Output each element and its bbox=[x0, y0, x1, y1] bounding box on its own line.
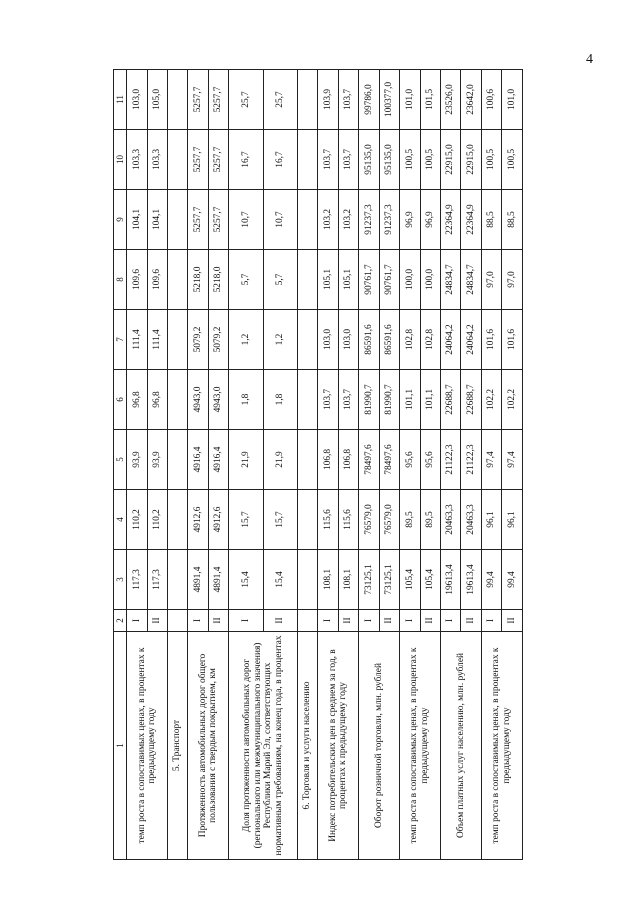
value-cell: 22688,7 bbox=[440, 370, 460, 430]
empty-cell bbox=[168, 370, 188, 430]
value-cell: 5257,7 bbox=[208, 70, 228, 130]
forecast-table-sheet bbox=[113, 70, 523, 860]
value-cell: 91237,3 bbox=[359, 190, 379, 250]
indicator-label: темп роста в сопоставимых ценах, в процентах к предыдущему году bbox=[481, 632, 522, 860]
value-cell: 100,5 bbox=[400, 130, 420, 190]
value-cell: 5079,2 bbox=[188, 310, 208, 370]
scenario-variant: I bbox=[400, 610, 420, 632]
value-cell: 96,1 bbox=[481, 490, 501, 550]
value-cell: 117,3 bbox=[147, 550, 167, 610]
value-cell: 97,4 bbox=[481, 430, 501, 490]
value-cell: 88,5 bbox=[502, 190, 523, 250]
value-cell: 95,6 bbox=[400, 430, 420, 490]
empty-cell bbox=[297, 610, 317, 632]
indicator-label: темп роста в сопоставимых ценах, в процентах к предыдущему году bbox=[127, 632, 168, 860]
indicator-label: Объем платных услуг населению, млн. рублей bbox=[440, 632, 481, 860]
scenario-variant: I bbox=[481, 610, 501, 632]
value-cell: 4943,0 bbox=[208, 370, 228, 430]
scenario-variant: I bbox=[440, 610, 460, 632]
value-cell: 5257,7 bbox=[188, 190, 208, 250]
value-cell: 102,8 bbox=[420, 310, 440, 370]
value-cell: 99,4 bbox=[481, 550, 501, 610]
empty-cell bbox=[168, 610, 188, 632]
value-cell: 10,7 bbox=[229, 190, 263, 250]
empty-cell bbox=[297, 70, 317, 130]
value-cell: 20463,3 bbox=[440, 490, 460, 550]
indicator-label: темп роста в сопоставимых ценах, в процентах к предыдущему году bbox=[400, 632, 441, 860]
value-cell: 97,0 bbox=[502, 250, 523, 310]
value-cell: 5218,0 bbox=[188, 250, 208, 310]
value-cell: 96,8 bbox=[127, 370, 147, 430]
value-cell: 96,9 bbox=[420, 190, 440, 250]
value-cell: 99786,0 bbox=[359, 70, 379, 130]
value-cell: 4943,0 bbox=[188, 370, 208, 430]
column-header: 2 bbox=[114, 610, 127, 632]
scenario-variant: II bbox=[147, 610, 167, 632]
scenario-variant: II bbox=[263, 610, 297, 632]
value-cell: 16,7 bbox=[263, 130, 297, 190]
empty-cell bbox=[297, 370, 317, 430]
value-cell: 103,3 bbox=[147, 130, 167, 190]
value-cell: 102,2 bbox=[481, 370, 501, 430]
value-cell: 22915,0 bbox=[440, 130, 460, 190]
value-cell: 105,4 bbox=[400, 550, 420, 610]
value-cell: 105,4 bbox=[420, 550, 440, 610]
value-cell: 115,6 bbox=[318, 490, 338, 550]
value-cell: 22688,7 bbox=[461, 370, 481, 430]
value-cell: 4916,4 bbox=[188, 430, 208, 490]
value-cell: 100,5 bbox=[420, 130, 440, 190]
value-cell: 101,6 bbox=[502, 310, 523, 370]
value-cell: 19613,4 bbox=[461, 550, 481, 610]
value-cell: 105,1 bbox=[318, 250, 338, 310]
empty-cell bbox=[297, 190, 317, 250]
empty-cell bbox=[168, 250, 188, 310]
value-cell: 106,8 bbox=[318, 430, 338, 490]
indicator-label: Индекс потребительских цен в среднем за год, в процентах к предыдущему году bbox=[318, 632, 359, 860]
scenario-variant: I bbox=[188, 610, 208, 632]
value-cell: 117,3 bbox=[127, 550, 147, 610]
value-cell: 24064,2 bbox=[440, 310, 460, 370]
scenario-variant: II bbox=[502, 610, 523, 632]
scenario-variant: I bbox=[318, 610, 338, 632]
value-cell: 103,2 bbox=[318, 190, 338, 250]
value-cell: 90761,7 bbox=[379, 250, 399, 310]
value-cell: 88,5 bbox=[481, 190, 501, 250]
value-cell: 25,7 bbox=[229, 70, 263, 130]
empty-cell bbox=[297, 250, 317, 310]
scenario-variant: II bbox=[461, 610, 481, 632]
table-row bbox=[229, 70, 263, 860]
value-cell: 73125,1 bbox=[359, 550, 379, 610]
value-cell: 19613,4 bbox=[440, 550, 460, 610]
value-cell: 101,5 bbox=[420, 70, 440, 130]
empty-cell bbox=[297, 550, 317, 610]
value-cell: 21,9 bbox=[229, 430, 263, 490]
value-cell: 109,6 bbox=[147, 250, 167, 310]
value-cell: 100,0 bbox=[400, 250, 420, 310]
value-cell: 103,7 bbox=[318, 130, 338, 190]
scenario-variant: II bbox=[338, 610, 358, 632]
indicator-label: Доля протяженности автомобильных дорог (регионального или межмуниципального значения) Республики Марий Эл, соответствующих нормативным требованиям, на конец года, в процентах bbox=[229, 632, 297, 860]
table-row bbox=[188, 70, 208, 860]
value-cell: 101,1 bbox=[400, 370, 420, 430]
table-row bbox=[127, 70, 147, 860]
empty-cell bbox=[168, 190, 188, 250]
value-cell: 5257,7 bbox=[188, 130, 208, 190]
value-cell: 103,0 bbox=[338, 310, 358, 370]
value-cell: 24064,2 bbox=[461, 310, 481, 370]
value-cell: 15,7 bbox=[229, 490, 263, 550]
value-cell: 73125,1 bbox=[379, 550, 399, 610]
value-cell: 102,8 bbox=[400, 310, 420, 370]
value-cell: 4891,4 bbox=[188, 550, 208, 610]
column-header: 6 bbox=[114, 370, 127, 430]
scenario-variant: I bbox=[229, 610, 263, 632]
value-cell: 78497,6 bbox=[359, 430, 379, 490]
value-cell: 100,6 bbox=[481, 70, 501, 130]
value-cell: 1,8 bbox=[263, 370, 297, 430]
value-cell: 5,7 bbox=[229, 250, 263, 310]
section-row bbox=[168, 70, 188, 860]
column-header: 4 bbox=[114, 490, 127, 550]
value-cell: 81990,7 bbox=[359, 370, 379, 430]
value-cell: 23642,0 bbox=[461, 70, 481, 130]
value-cell: 15,4 bbox=[263, 550, 297, 610]
empty-cell bbox=[297, 490, 317, 550]
column-header: 10 bbox=[114, 130, 127, 190]
indicator-label: Оборот розничной торговли, млн. рублей bbox=[359, 632, 400, 860]
forecast-table bbox=[113, 69, 523, 860]
value-cell: 21,9 bbox=[263, 430, 297, 490]
value-cell: 103,3 bbox=[127, 130, 147, 190]
section-title: 6. Торговля и услуги населению bbox=[297, 632, 317, 860]
value-cell: 93,9 bbox=[147, 430, 167, 490]
value-cell: 103,7 bbox=[338, 70, 358, 130]
value-cell: 108,1 bbox=[318, 550, 338, 610]
section-title: 5. Транспорт bbox=[168, 632, 188, 860]
value-cell: 22915,0 bbox=[461, 130, 481, 190]
scenario-variant: II bbox=[379, 610, 399, 632]
value-cell: 76579,0 bbox=[379, 490, 399, 550]
indicator-label: Протяженность автомобильных дорог общего пользования с твердым покрытием, км bbox=[188, 632, 229, 860]
value-cell: 89,5 bbox=[400, 490, 420, 550]
scenario-variant: I bbox=[127, 610, 147, 632]
value-cell: 22364,9 bbox=[461, 190, 481, 250]
value-cell: 4916,4 bbox=[208, 430, 228, 490]
value-cell: 103,0 bbox=[318, 310, 338, 370]
column-header: 9 bbox=[114, 190, 127, 250]
value-cell: 20463,3 bbox=[461, 490, 481, 550]
empty-cell bbox=[168, 310, 188, 370]
value-cell: 15,4 bbox=[229, 550, 263, 610]
value-cell: 23526,0 bbox=[440, 70, 460, 130]
empty-cell bbox=[297, 130, 317, 190]
scenario-variant: I bbox=[359, 610, 379, 632]
value-cell: 4912,6 bbox=[188, 490, 208, 550]
value-cell: 106,8 bbox=[338, 430, 358, 490]
value-cell: 110,2 bbox=[147, 490, 167, 550]
empty-cell bbox=[168, 490, 188, 550]
empty-cell bbox=[168, 550, 188, 610]
table-body bbox=[127, 70, 523, 860]
table-header-row bbox=[114, 70, 127, 860]
value-cell: 110,2 bbox=[127, 490, 147, 550]
value-cell: 76579,0 bbox=[359, 490, 379, 550]
value-cell: 1,2 bbox=[229, 310, 263, 370]
column-header: 5 bbox=[114, 430, 127, 490]
page-number: 4 bbox=[586, 52, 593, 67]
value-cell: 22364,9 bbox=[440, 190, 460, 250]
value-cell: 89,5 bbox=[420, 490, 440, 550]
value-cell: 96,1 bbox=[502, 490, 523, 550]
value-cell: 99,4 bbox=[502, 550, 523, 610]
value-cell: 78497,6 bbox=[379, 430, 399, 490]
table-row bbox=[359, 70, 379, 860]
value-cell: 4891,4 bbox=[208, 550, 228, 610]
value-cell: 5218,0 bbox=[208, 250, 228, 310]
value-cell: 24834,7 bbox=[461, 250, 481, 310]
value-cell: 96,9 bbox=[400, 190, 420, 250]
column-header: 7 bbox=[114, 310, 127, 370]
column-header: 11 bbox=[114, 70, 127, 130]
value-cell: 103,0 bbox=[127, 70, 147, 130]
value-cell: 15,7 bbox=[263, 490, 297, 550]
value-cell: 108,1 bbox=[338, 550, 358, 610]
value-cell: 105,1 bbox=[338, 250, 358, 310]
value-cell: 100,5 bbox=[481, 130, 501, 190]
value-cell: 97,0 bbox=[481, 250, 501, 310]
column-header: 3 bbox=[114, 550, 127, 610]
table-row bbox=[318, 70, 338, 860]
value-cell: 1,2 bbox=[263, 310, 297, 370]
value-cell: 10,7 bbox=[263, 190, 297, 250]
value-cell: 102,2 bbox=[502, 370, 523, 430]
value-cell: 111,4 bbox=[127, 310, 147, 370]
value-cell: 81990,7 bbox=[379, 370, 399, 430]
value-cell: 95,6 bbox=[420, 430, 440, 490]
value-cell: 5257,7 bbox=[208, 190, 228, 250]
value-cell: 105,0 bbox=[147, 70, 167, 130]
table-row bbox=[400, 70, 420, 860]
value-cell: 103,7 bbox=[338, 130, 358, 190]
value-cell: 97,4 bbox=[502, 430, 523, 490]
column-header: 1 bbox=[114, 632, 127, 860]
value-cell: 5079,2 bbox=[208, 310, 228, 370]
value-cell: 109,6 bbox=[127, 250, 147, 310]
value-cell: 93,9 bbox=[127, 430, 147, 490]
table-row bbox=[440, 70, 460, 860]
empty-cell bbox=[297, 310, 317, 370]
empty-cell bbox=[168, 70, 188, 130]
value-cell: 101,0 bbox=[502, 70, 523, 130]
value-cell: 21122,3 bbox=[440, 430, 460, 490]
value-cell: 103,2 bbox=[338, 190, 358, 250]
value-cell: 25,7 bbox=[263, 70, 297, 130]
value-cell: 5257,7 bbox=[208, 130, 228, 190]
value-cell: 96,8 bbox=[147, 370, 167, 430]
value-cell: 104,1 bbox=[127, 190, 147, 250]
value-cell: 95135,0 bbox=[359, 130, 379, 190]
value-cell: 21122,3 bbox=[461, 430, 481, 490]
value-cell: 111,4 bbox=[147, 310, 167, 370]
value-cell: 5,7 bbox=[263, 250, 297, 310]
scenario-variant: II bbox=[420, 610, 440, 632]
value-cell: 1,8 bbox=[229, 370, 263, 430]
scenario-variant: II bbox=[208, 610, 228, 632]
empty-cell bbox=[168, 430, 188, 490]
value-cell: 95135,0 bbox=[379, 130, 399, 190]
value-cell: 100,5 bbox=[502, 130, 523, 190]
table-row bbox=[481, 70, 501, 860]
value-cell: 16,7 bbox=[229, 130, 263, 190]
value-cell: 24834,7 bbox=[440, 250, 460, 310]
value-cell: 101,6 bbox=[481, 310, 501, 370]
column-header: 8 bbox=[114, 250, 127, 310]
value-cell: 100,0 bbox=[420, 250, 440, 310]
value-cell: 86591,6 bbox=[379, 310, 399, 370]
value-cell: 100377,0 bbox=[379, 70, 399, 130]
empty-cell bbox=[168, 130, 188, 190]
value-cell: 90761,7 bbox=[359, 250, 379, 310]
value-cell: 101,1 bbox=[420, 370, 440, 430]
value-cell: 103,9 bbox=[318, 70, 338, 130]
value-cell: 101,0 bbox=[400, 70, 420, 130]
value-cell: 104,1 bbox=[147, 190, 167, 250]
value-cell: 115,6 bbox=[338, 490, 358, 550]
value-cell: 4912,6 bbox=[208, 490, 228, 550]
value-cell: 86591,6 bbox=[359, 310, 379, 370]
value-cell: 103,7 bbox=[318, 370, 338, 430]
value-cell: 91237,3 bbox=[379, 190, 399, 250]
value-cell: 103,7 bbox=[338, 370, 358, 430]
section-row bbox=[297, 70, 317, 860]
value-cell: 5257,7 bbox=[188, 70, 208, 130]
empty-cell bbox=[297, 430, 317, 490]
